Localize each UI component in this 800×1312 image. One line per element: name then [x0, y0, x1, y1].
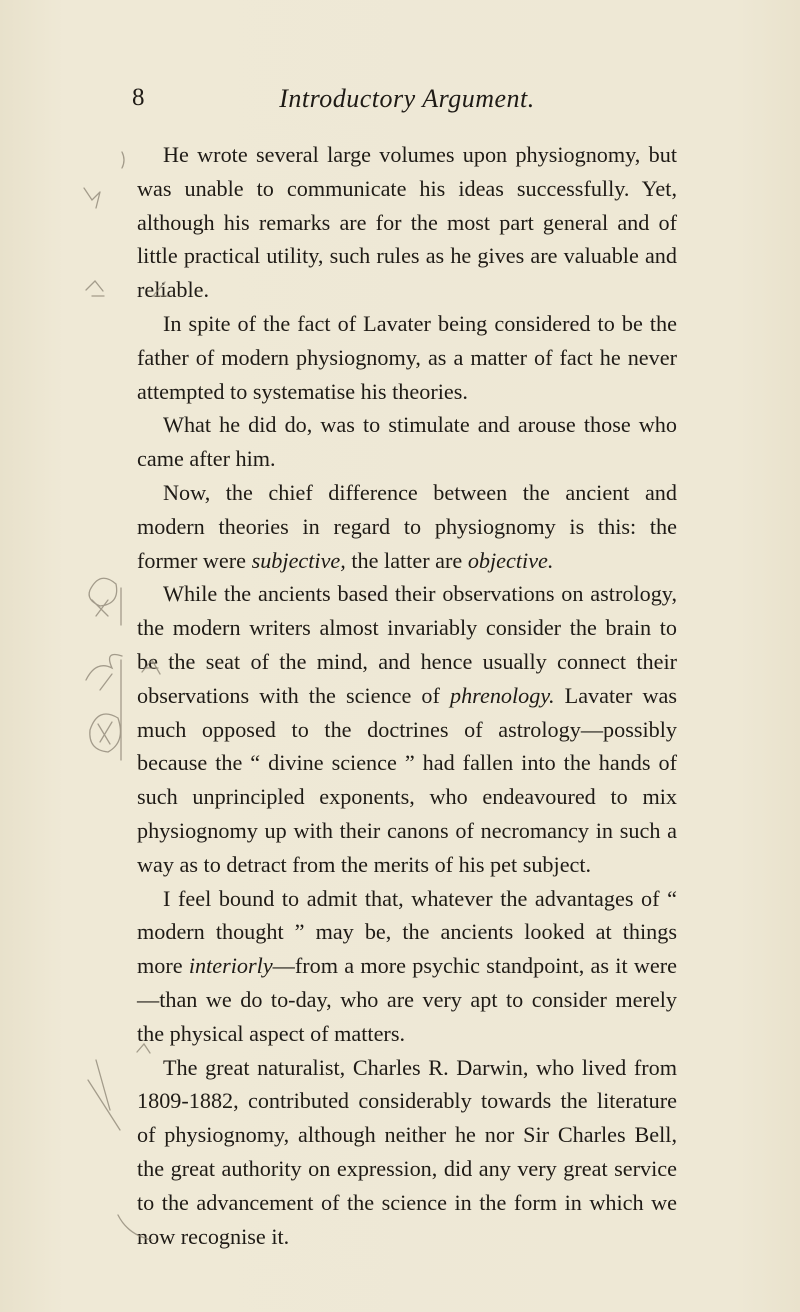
text-run: Lavater was much opposed to the doctrines of astrology—possibly because the “ divine science ” had fallen into the hands of such unprincipled exponents, who endeavoured to mix physiognomy up with their canons of necromancy in such a way as to detract from the merits of his pet subject.: [137, 682, 677, 877]
pencil-figure: [86, 655, 122, 691]
italic-text: objective.: [467, 547, 554, 573]
pencil-mark-upper: [86, 281, 104, 296]
text-run: The great naturalist, Charles R. Darwin, who lived from 1809-1882, contributed considerably towards the literature of physiognomy, although neither he nor Sir Charles Bell, the great authority on expression, did any very great service to the advancement of the science in the form in which we now recognise it.: [137, 1054, 677, 1249]
pencil-circle-inner: [98, 722, 112, 744]
paragraph: [137, 1051, 677, 1254]
text-run: What he did do, was to stimulate and arouse those who came after him.: [137, 412, 677, 472]
text-run: While the ancients based their observations on astrology, the modern writers almost invariably consider the brain to be the seat of the mind, and hence usually connect their observations with the science of: [137, 581, 677, 708]
text-run: I feel bound to admit that, whatever the advantages of “ modern thought ” may be, the ancients looked at things more: [137, 885, 677, 979]
paragraph: [137, 307, 677, 408]
body-text: [137, 138, 677, 1253]
paragraph: [137, 882, 677, 1051]
page-number: 8: [132, 84, 145, 111]
paragraph: [137, 577, 677, 881]
pencil-mark-top: [84, 188, 100, 208]
text-run: —from a more psychic standpoint, as it were—than we do to-day, who are very apt to consider merely the physical aspect of matters.: [137, 953, 677, 1046]
running-title: Introductory Argument.: [279, 84, 535, 113]
italic-text: phrenology.: [449, 682, 555, 708]
paragraph: [137, 476, 677, 577]
pencil-scribble: [92, 600, 108, 616]
paragraph: [137, 408, 677, 476]
pencil-circle-bottom: [90, 714, 121, 752]
text-run: He wrote several large volumes upon physiognomy, but was unable to communicate his ideas successfully. Yet, although his remarks are for the most part general and of little practical utility, such rules as he gives are valuable and reliable.: [137, 142, 677, 303]
text-run: Now, the chief difference between the ancient and modern theories in regard to physiognomy is this: the former were: [137, 479, 677, 573]
text-run: In spite of the fact of Lavater being considered to be the father of modern physiognomy, as a matter of fact he never attempted to systematise his theories.: [137, 310, 677, 404]
paragraph: [137, 138, 677, 307]
italic-text: interiorly: [188, 953, 273, 979]
italic-text: subjective,: [251, 547, 346, 573]
pencil-circle-top: [89, 578, 117, 606]
pencil-diag: [88, 1060, 120, 1130]
pencil-mark-bracket: [122, 152, 124, 168]
text-run: the latter are: [345, 547, 468, 573]
page-header: [132, 84, 682, 124]
